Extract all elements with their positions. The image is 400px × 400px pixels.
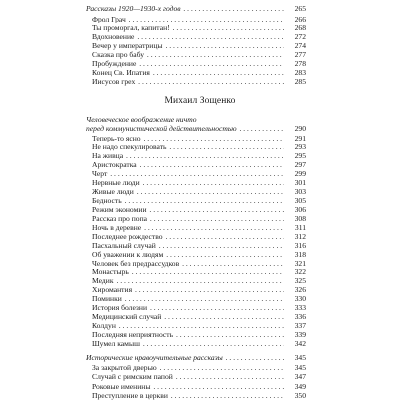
toc-page-number: 347 — [284, 372, 306, 382]
toc-title: Монастырь — [92, 267, 129, 277]
toc-section-heading — [0, 4, 400, 14]
toc-title: Нервные люди — [92, 178, 140, 188]
toc-title: Медик — [92, 276, 114, 286]
toc-title: На живца — [92, 151, 124, 161]
toc-page-number: 345 — [284, 353, 306, 363]
toc-title: Черт — [92, 169, 108, 179]
toc-section-heading — [0, 353, 400, 363]
toc-page-number: 345 — [284, 363, 306, 373]
toc-title: Вечер у императрицы — [92, 41, 163, 51]
toc-page-number: 305 — [284, 196, 306, 206]
toc-title: Фрол Грач — [92, 14, 126, 24]
toc-page-number: 274 — [284, 41, 306, 51]
toc-page-number: 322 — [284, 267, 306, 277]
toc-title: перед коммунистической действительностью — [86, 124, 237, 133]
toc-title: Человек без предрассудков — [92, 258, 180, 268]
toc-page-number: 349 — [284, 382, 306, 392]
toc-page-number: 301 — [284, 178, 306, 188]
toc-title: Роковые именины — [92, 381, 151, 391]
toc-page-number: 291 — [284, 134, 306, 144]
toc-page-number: 299 — [284, 169, 306, 179]
toc-page-number: 297 — [284, 160, 306, 170]
toc-title: Бедность — [92, 196, 122, 205]
toc-title: Преступление в церкви — [92, 391, 168, 400]
toc-title: Вдохновение — [92, 32, 135, 42]
toc-title: Исторические нравоучительные рассказы — [86, 353, 223, 362]
toc-title: Ты проморгал, капитан! — [92, 23, 170, 33]
toc-title: Последняя неприятность — [92, 329, 174, 339]
toc-page-number: 325 — [284, 276, 306, 286]
toc-page-number: 342 — [284, 339, 306, 349]
toc-page-number: 316 — [284, 241, 306, 251]
toc-page-number: 278 — [284, 59, 306, 69]
toc-page-number: 339 — [284, 330, 306, 340]
toc-page-number: 285 — [284, 77, 306, 87]
toc-page-number: 268 — [284, 23, 306, 33]
toc-section-heading — [0, 124, 400, 134]
toc-title: Шумел камыш — [92, 338, 140, 348]
toc-title: Поминки — [92, 294, 122, 304]
toc-page-number: 333 — [284, 303, 306, 313]
toc-title: Теперь-то ясно — [92, 133, 141, 143]
toc-section-heading-line1: Человеческое воображение ничто — [86, 115, 197, 124]
toc-page-number: 350 — [284, 391, 306, 400]
toc-title: Случай с римским папой — [92, 372, 173, 382]
toc-page-number: 311 — [284, 223, 306, 233]
toc-page-number: 321 — [284, 259, 306, 269]
toc-page-number: 293 — [284, 142, 306, 152]
toc-title: Аристократка — [92, 160, 137, 170]
toc-page-number: 265 — [284, 4, 306, 14]
toc-title: Об уважении к людям — [92, 249, 164, 259]
toc-title: Иисусов грех — [92, 76, 136, 86]
toc-page-number: 312 — [284, 232, 306, 242]
toc-page-number: 306 — [284, 205, 306, 215]
toc-page-number: 277 — [284, 50, 306, 60]
toc-page-number: 295 — [284, 151, 306, 161]
toc-title: Не надо спекулировать — [92, 142, 167, 152]
toc-page-number: 326 — [284, 285, 306, 295]
toc-page-number: 336 — [284, 312, 306, 322]
toc-page-number: 272 — [284, 32, 306, 42]
toc-title: Режим экономии — [92, 204, 147, 214]
toc-title: Рассказ про попа — [92, 213, 148, 223]
toc-entry — [0, 77, 400, 87]
toc-title: Колдун — [92, 321, 116, 331]
toc-page-number: 308 — [284, 214, 306, 224]
toc-title: Пробуждение — [92, 59, 137, 68]
toc-page-number: 303 — [284, 187, 306, 197]
toc-title: Ночь в деревне — [92, 222, 142, 232]
toc-title: За закрытой дверью — [92, 363, 157, 372]
toc-title: Последнее рождество — [92, 231, 163, 241]
toc-page-number: 330 — [284, 294, 306, 304]
toc-title: Живые люди — [92, 187, 134, 197]
toc-page-number: 290 — [284, 124, 306, 134]
toc-title: Рассказы 1920—1930-х годов — [86, 4, 181, 13]
toc-title: Сказка про бабу — [92, 50, 145, 60]
toc-title: Хиромантия — [92, 285, 133, 295]
toc-title: Конец Св. Ипатия — [92, 67, 150, 77]
toc-title: Медицинский случай — [92, 312, 162, 322]
toc-page-number: 318 — [284, 250, 306, 260]
toc-title: История болезни — [92, 303, 148, 313]
toc-page-number: 266 — [284, 15, 306, 25]
toc-entry — [0, 391, 400, 400]
toc-page-number: 283 — [284, 68, 306, 78]
author-name: Михаил Зощенко — [164, 96, 236, 106]
toc-entry — [0, 339, 400, 349]
toc-page-number: 337 — [284, 321, 306, 331]
toc-title: Пасхальный случай — [92, 240, 156, 250]
